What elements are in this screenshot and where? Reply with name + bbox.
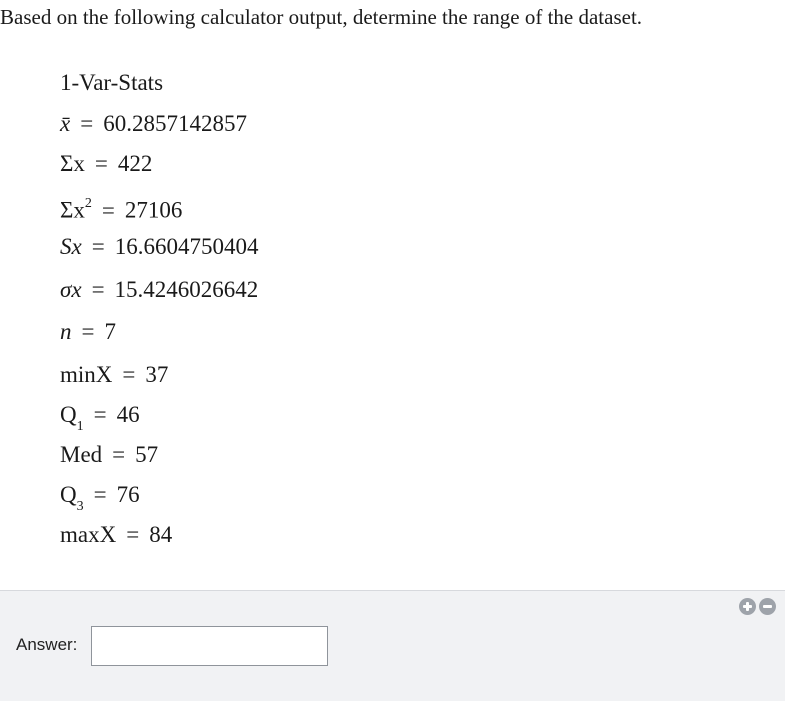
stat-q1 bbox=[60, 400, 140, 440]
stat-population-sd bbox=[60, 275, 258, 305]
answer-input[interactable] bbox=[91, 626, 328, 666]
stat-superscript: 2 bbox=[84, 196, 92, 211]
equals-sign: = bbox=[91, 277, 105, 302]
stat-symbol: Σx bbox=[60, 197, 85, 223]
stat-symbol: Σx bbox=[60, 151, 85, 176]
stat-symbol: σx bbox=[60, 277, 82, 302]
stat-symbol: maxX bbox=[60, 522, 117, 547]
stat-subscript: 3 bbox=[76, 498, 84, 514]
answer-panel bbox=[0, 590, 785, 701]
zoom-controls bbox=[739, 598, 776, 615]
stat-value: 422 bbox=[117, 151, 153, 176]
stat-symbol: n bbox=[60, 319, 72, 344]
stat-median bbox=[60, 440, 158, 470]
equals-sign: = bbox=[94, 151, 108, 176]
stat-value: 16.6604750404 bbox=[114, 234, 259, 259]
equals-sign: = bbox=[122, 362, 136, 387]
equals-sign: = bbox=[93, 402, 107, 427]
stat-symbol: Med bbox=[60, 442, 103, 467]
stat-sample-sd bbox=[60, 232, 258, 262]
stat-symbol: minX bbox=[60, 362, 113, 387]
minus-circle-icon[interactable] bbox=[759, 598, 776, 615]
stat-value: 7 bbox=[104, 319, 116, 344]
minus-bar bbox=[763, 605, 772, 608]
equals-sign: = bbox=[80, 111, 94, 136]
equals-sign: = bbox=[112, 442, 126, 467]
stat-value: 15.4246026642 bbox=[114, 277, 259, 302]
stat-value: 46 bbox=[116, 402, 140, 427]
stat-value: 57 bbox=[135, 442, 159, 467]
stat-sum-x bbox=[60, 149, 152, 179]
stat-symbol: Q bbox=[60, 482, 77, 507]
plus-circle-icon[interactable] bbox=[739, 598, 756, 615]
stat-value: 84 bbox=[149, 522, 173, 547]
plus-vertical-bar bbox=[746, 602, 749, 611]
equals-sign: = bbox=[93, 482, 107, 507]
stat-symbol: Q bbox=[60, 402, 77, 427]
stat-count bbox=[60, 317, 116, 347]
stat-value: 76 bbox=[116, 482, 140, 507]
stat-min bbox=[60, 360, 168, 390]
equals-sign: = bbox=[101, 197, 115, 223]
equals-sign: = bbox=[126, 522, 140, 547]
stat-subscript: 1 bbox=[76, 418, 84, 434]
stat-value: 60.2857142857 bbox=[103, 111, 247, 136]
stats-title: 1-Var-Stats bbox=[60, 70, 164, 95]
question-text: Based on the following calculator output, determine the range of the dataset. bbox=[0, 5, 643, 29]
equals-sign: = bbox=[91, 234, 105, 259]
equals-sign: = bbox=[81, 319, 95, 344]
stat-value: 27106 bbox=[124, 197, 183, 223]
answer-label: Answer: bbox=[16, 635, 78, 654]
stat-value: 37 bbox=[145, 362, 169, 387]
stat-max bbox=[60, 520, 172, 550]
stat-mean bbox=[60, 109, 247, 139]
stat-symbol: Sx bbox=[60, 234, 82, 259]
stat-symbol: x̄ bbox=[60, 111, 71, 136]
stat-q3 bbox=[60, 480, 140, 520]
stat-sum-x-squared bbox=[60, 191, 182, 226]
